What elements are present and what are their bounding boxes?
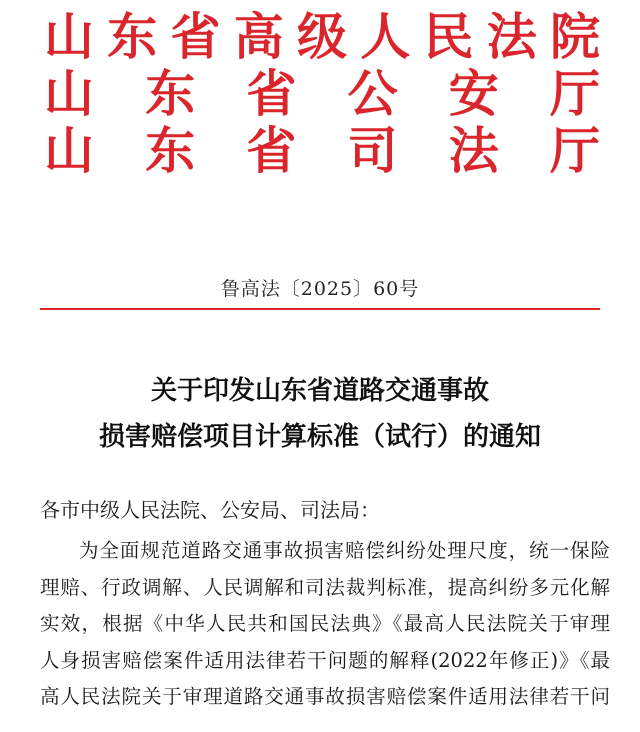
- body-line: 人身损害赔偿案件适用法律若干问题的解释(2022年修正)》《最: [40, 648, 610, 672]
- red-divider-line: [40, 308, 600, 310]
- document-number: 鲁高法〔2025〕60号: [220, 278, 420, 300]
- title-line-1: 关于印发山东省道路交通事故: [150, 376, 489, 406]
- salutation: 各市中级人民法院、公安局、司法局：: [40, 498, 380, 522]
- document-title: [0, 368, 640, 460]
- body-line: 实效，根据《中华人民共和国民法典》《最高人民法院关于审理: [40, 612, 610, 635]
- body-paragraph: [40, 533, 610, 716]
- title-line-2: 损害赔偿项目计算标准（试行）的通知: [98, 422, 541, 452]
- issuing-authorities: [44, 8, 600, 179]
- issuer-public-security: 山 东 省 公 安 厅: [44, 64, 600, 123]
- issuer-high-court: 山 东 省 高 级 人 民 法 院: [44, 7, 600, 66]
- body-line: 理赔、行政调解、人民调解和司法裁判标准，提高纠纷多元化解: [40, 575, 610, 599]
- issuer-justice-department: 山 东 省 司 法 厅: [44, 121, 600, 180]
- body-line: 高人民法院关于审理道路交通事故损害赔偿案件适用法律若干问: [40, 685, 610, 708]
- body-line: 为全面规范道路交通事故损害赔偿纠纷处理尺度，统一保险: [79, 539, 610, 562]
